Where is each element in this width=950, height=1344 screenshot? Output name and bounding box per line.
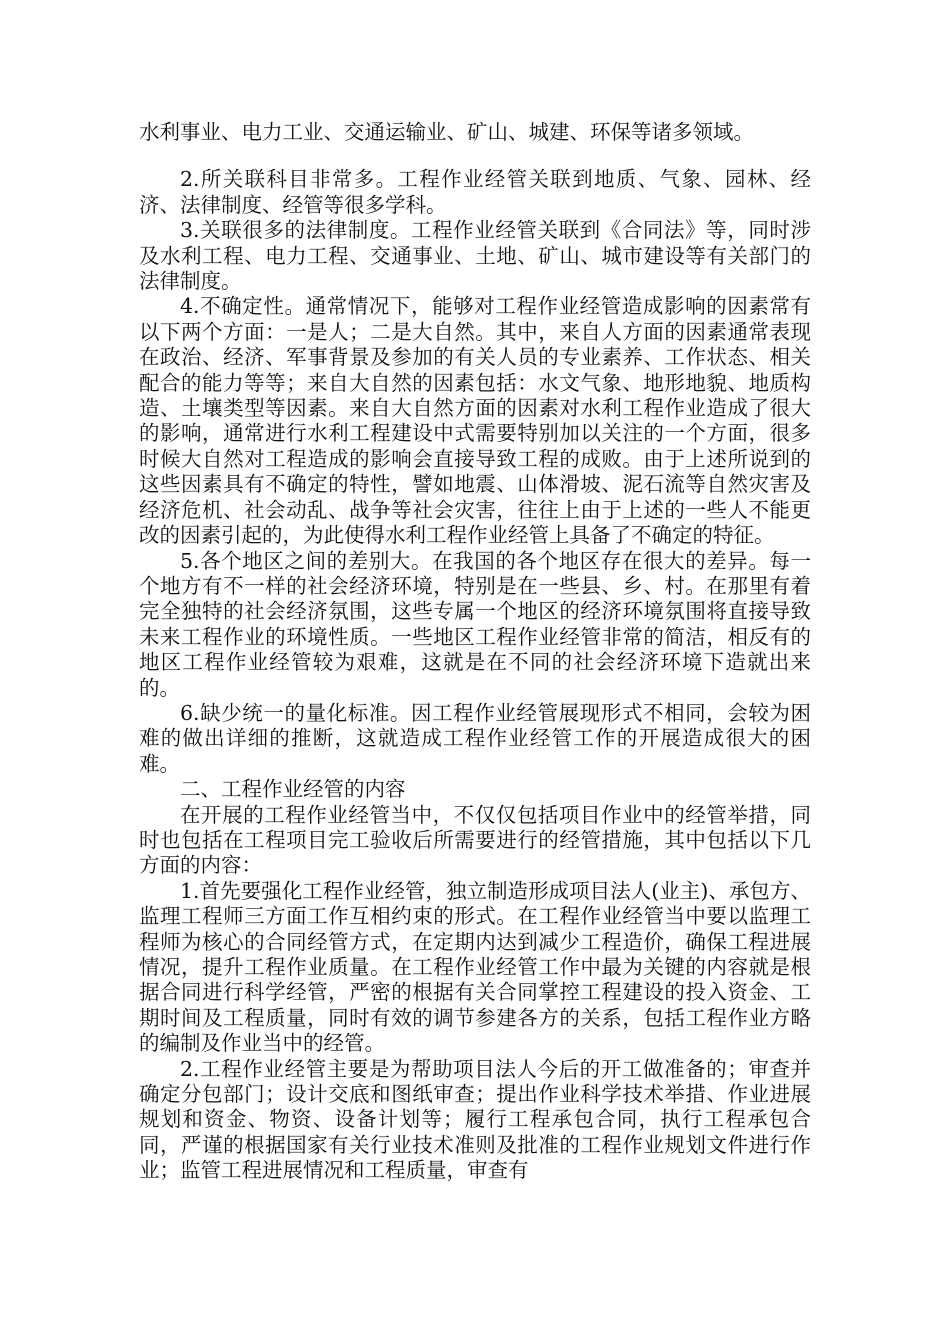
section-intro-paragraph: 在开展的工程作业经管当中，不仅仅包括项目作业中的经管举措，同时也包括在工程项目完工验收后所需要进行的经管措施，其中包括以下几方面的内容： (139, 802, 811, 878)
section-heading: 二、工程作业经管的内容 (180, 777, 406, 802)
paragraph-item-6: 6.缺少统一的量化标准。因工程作业经管展现形式不相同，会较为困难的做出详细的推断，这就造成工程作业经管工作的开展造成很大的困难。 (139, 700, 811, 776)
paragraph-content-2: 2.工程作业经管主要是为帮助项目法人今后的开工做准备的；审查并确定分包部门；设计交底和图纸审查；提出作业科学技术举措、作业进展规划和资金、物资、设备计划等；履行工程承包合同，执行工程承包合同，严谨的根据国家有关行业技术准则及批准的工程作业规划文件进行作业；监管工程进展情况和工程质量，审查有 (139, 1056, 811, 1183)
paragraph-item-4: 4.不确定性。通常情况下，能够对工程作业经管造成影响的因素常有以下两个方面：一是人；二是大自然。其中，来自人方面的因素通常表现在政治、经济、军事背景及参加的有关人员的专业素养、工作状态、相关配合的能力等等；来自大自然的因素包括：水文气象、地形地貌、地质构造、土壤类型等因素。来自大自然方面的因素对水利工程作业造成了很大的影响，通常进行水利工程建设中式需要特别加以关注的一个方面，很多时候大自然对工程造成的影响会直接导致工程的成败。由于上述所说到的这些因素具有不确定的特性，譬如地震、山体滑坡、泥石流等自然灾害及经济危机、社会动乱、战争等社会灾害，往往上由于上述的一些人不能更改的因素引起的，为此使得水利工程作业经管上具备了不确定的特征。 (139, 294, 811, 548)
paragraph-content-1: 1.首先要强化工程作业经管，独立制造形成项目法人(业主)、承包方、监理工程师三方面工作互相约束的形式。在工程作业经管当中要以监理工程师为核心的合同经管方式，在定期内达到减少工程造价，确保工程进展情况，提升工程作业质量。在工程作业经管工作中最为关键的内容就是根据合同进行科学经管，严密的根据有关合同掌控工程建设的投入资金、工期时间及工程质量，同时有效的调节参建各方的关系，包括工程作业方略的编制及作业当中的经管。 (139, 878, 811, 1056)
document-body (139, 120, 811, 1184)
paragraph-item-2: 2.所关联科目非常多。工程作业经管关联到地质、气象、园林、经济、法律制度、经管等很多学科。 (139, 167, 811, 217)
paragraph-item-3: 3.关联很多的法律制度。工程作业经管关联到《合同法》等，同时涉及水利工程、电力工程、交通事业、土地、矿山、城市建设等有关部门的法律制度。 (139, 218, 811, 294)
paragraph-continuation: 水利事业、电力工业、交通运输业、矿山、城建、环保等诸多领域。 (139, 120, 754, 144)
paragraph-item-5: 5.各个地区之间的差别大。在我国的各个地区存在很大的差异。每一个地方有不一样的社会经济环境，特别是在一些县、乡、村。在那里有着完全独特的社会经济氛围，这些专属一个地区的经济环境氛围将直接导致未来工程作业的环境性质。一些地区工程作业经管非常的简洁，相反有的地区工程作业经管较为艰难，这就是在不同的社会经济环境下造就出来的。 (139, 548, 811, 700)
